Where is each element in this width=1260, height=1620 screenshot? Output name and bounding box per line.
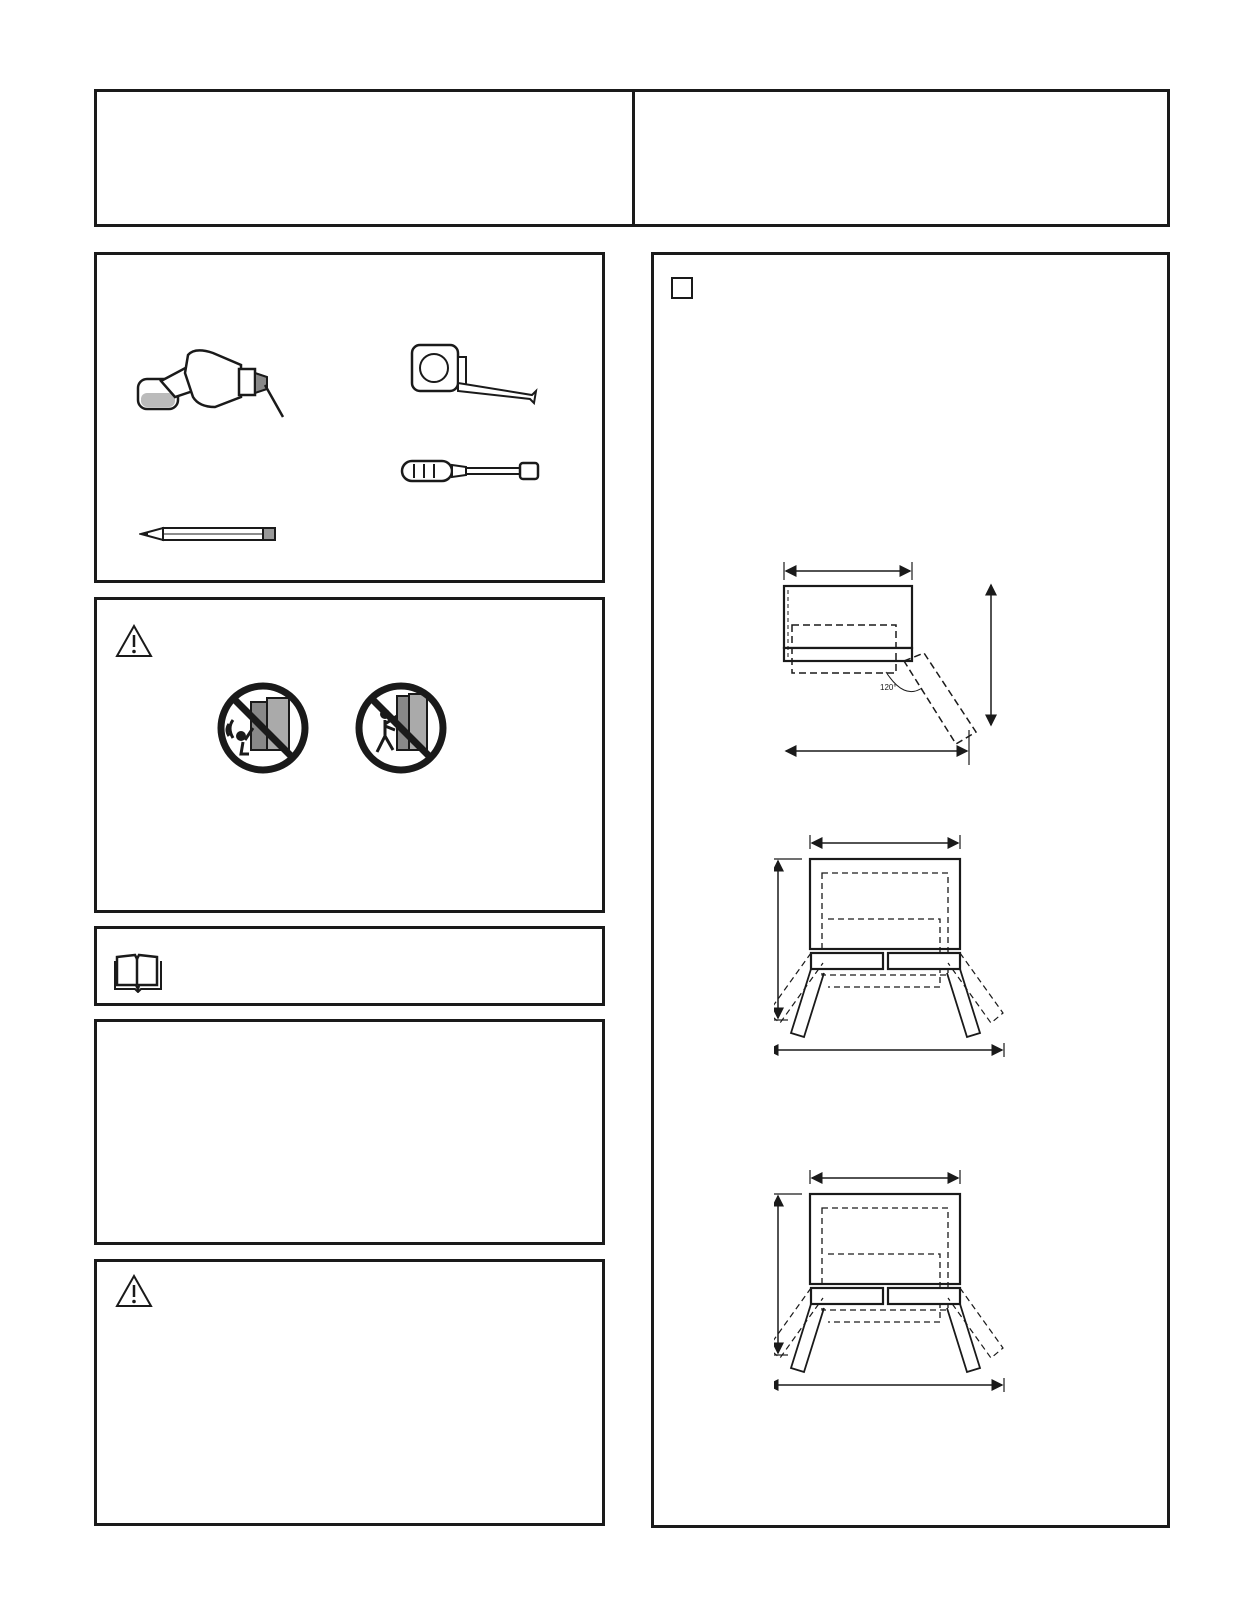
caution-panel bbox=[94, 1259, 605, 1526]
no-climbing-icon bbox=[353, 680, 449, 776]
warning-panel bbox=[94, 597, 605, 913]
nut-driver-icon bbox=[400, 455, 544, 487]
header-bar bbox=[94, 89, 1170, 227]
pencil-icon bbox=[139, 525, 279, 543]
power-drill-icon bbox=[133, 345, 287, 425]
tools-panel bbox=[94, 252, 605, 583]
clearance-panel bbox=[651, 252, 1170, 1528]
door-angle-label: 120° bbox=[880, 683, 897, 692]
no-pushing-icon bbox=[215, 680, 311, 776]
tape-measure-icon bbox=[408, 341, 542, 413]
single-door-clearance-diagram bbox=[774, 560, 1014, 780]
header-divider bbox=[632, 92, 635, 224]
manual-book-icon bbox=[113, 953, 163, 993]
warning-triangle-icon bbox=[115, 624, 153, 658]
french-door-clearance-diagram bbox=[774, 835, 1024, 1075]
warning-triangle-icon bbox=[115, 1274, 153, 1308]
manual-panel bbox=[94, 926, 605, 1006]
info-panel bbox=[94, 1019, 605, 1245]
step-checkbox[interactable] bbox=[671, 277, 693, 299]
french-door-clearance-diagram bbox=[774, 1170, 1024, 1410]
